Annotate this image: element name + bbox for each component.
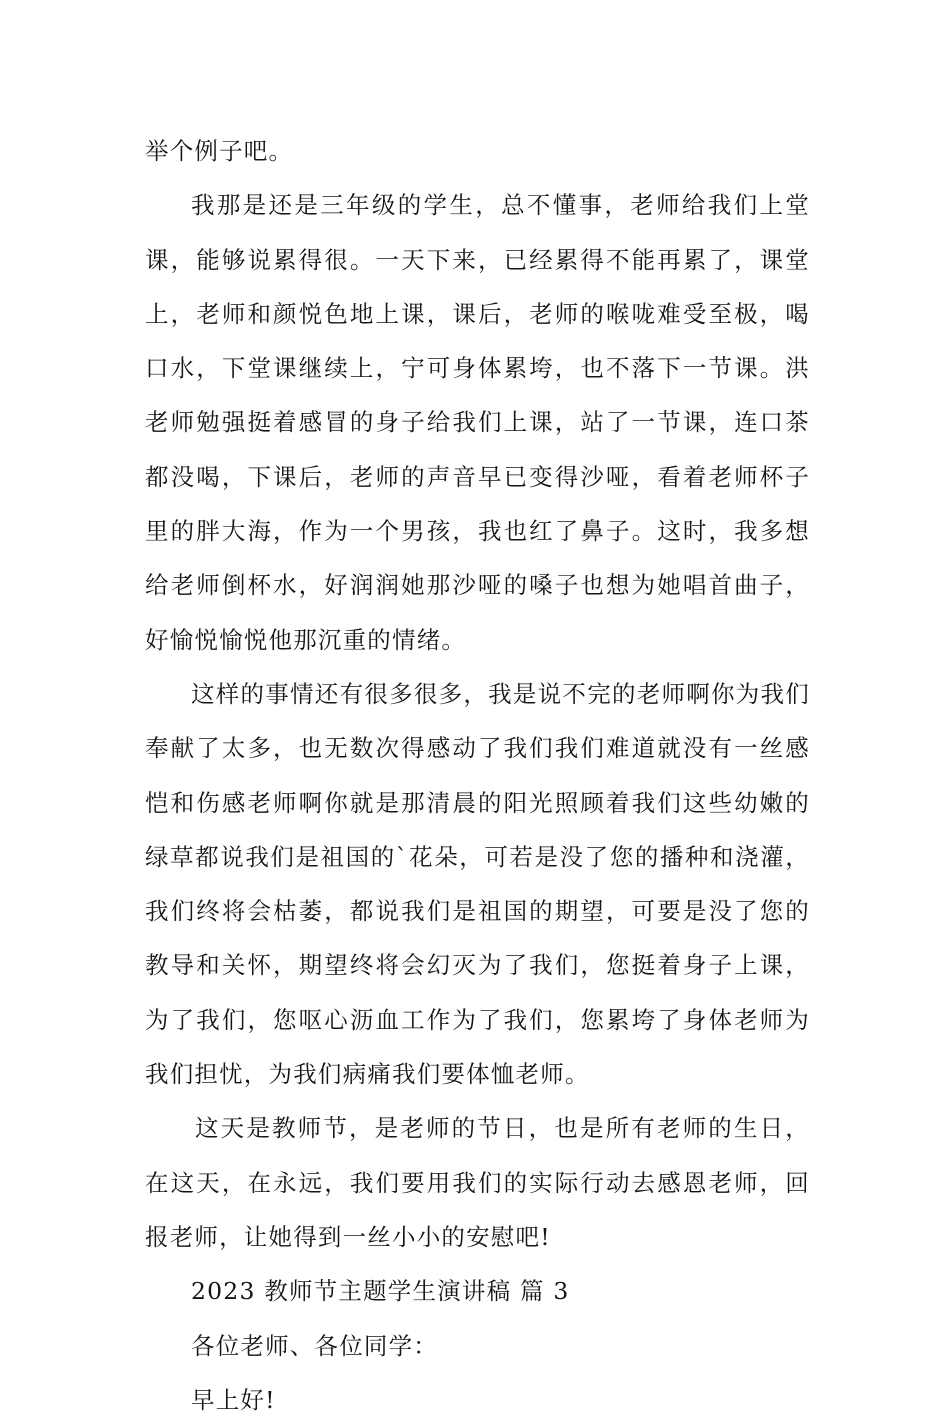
document-body [145, 124, 810, 1427]
greeting-good-morning: 早上好! [191, 1385, 276, 1414]
section-heading: 2023 教师节主题学生演讲稿 篇 3 [191, 1277, 570, 1306]
greeting-salutation: 各位老师、各位同学： [191, 1331, 438, 1360]
paragraph-third-grade-story: 我那是还是三年级的学生，总不懂事，老师给我们上堂课，能够说累得很。一天下来，已经累得不能再累了，课堂上，老师和颜悦色地上课，课后，老师的喉咙难受至极，喝口水，下堂课继续上，宁可身体累垮，也不落下一节课。洪老师勉强挺着感冒的身子给我们上课，站了一节课，连口茶都没喝，下课后，老师的声音早已变得沙哑，看着老师杯子里的胖大海，作为一个男孩，我也红了鼻子。这时，我多想给老师倒杯水，好润润她那沙哑的嗓子也想为她唱首曲子，好愉悦愉悦他那沉重的情绪。 [145, 191, 810, 654]
paragraph-example-intro: 举个例子吧。 [145, 137, 294, 165]
paragraph-teachers-day: 这天是教师节，是老师的节日，也是所有老师的生日，在这天，在永远，我们要用我们的实际行动去感恩老师，回报老师，让她得到一丝小小的安慰吧! [145, 1114, 810, 1251]
paragraph-many-stories: 这样的事情还有很多很多，我是说不完的老师啊你为我们奉献了太多，也无数次得感动了我们我们难道就没有一丝感恺和伤感老师啊你就是那清晨的阳光照顾着我们这些幼嫩的绿草都说我们是祖国的`花朵，可若是没了您的播种和浇灌，我们终将会枯萎，都说我们是祖国的期望，可要是没了您的教导和关怀，期望终将会幻灭为了我们，您挺着身子上课，为了我们，您呕心沥血工作为了我们，您累垮了身体老师为我们担忧，为我们病痛我们要体恤老师。 [145, 679, 810, 1089]
